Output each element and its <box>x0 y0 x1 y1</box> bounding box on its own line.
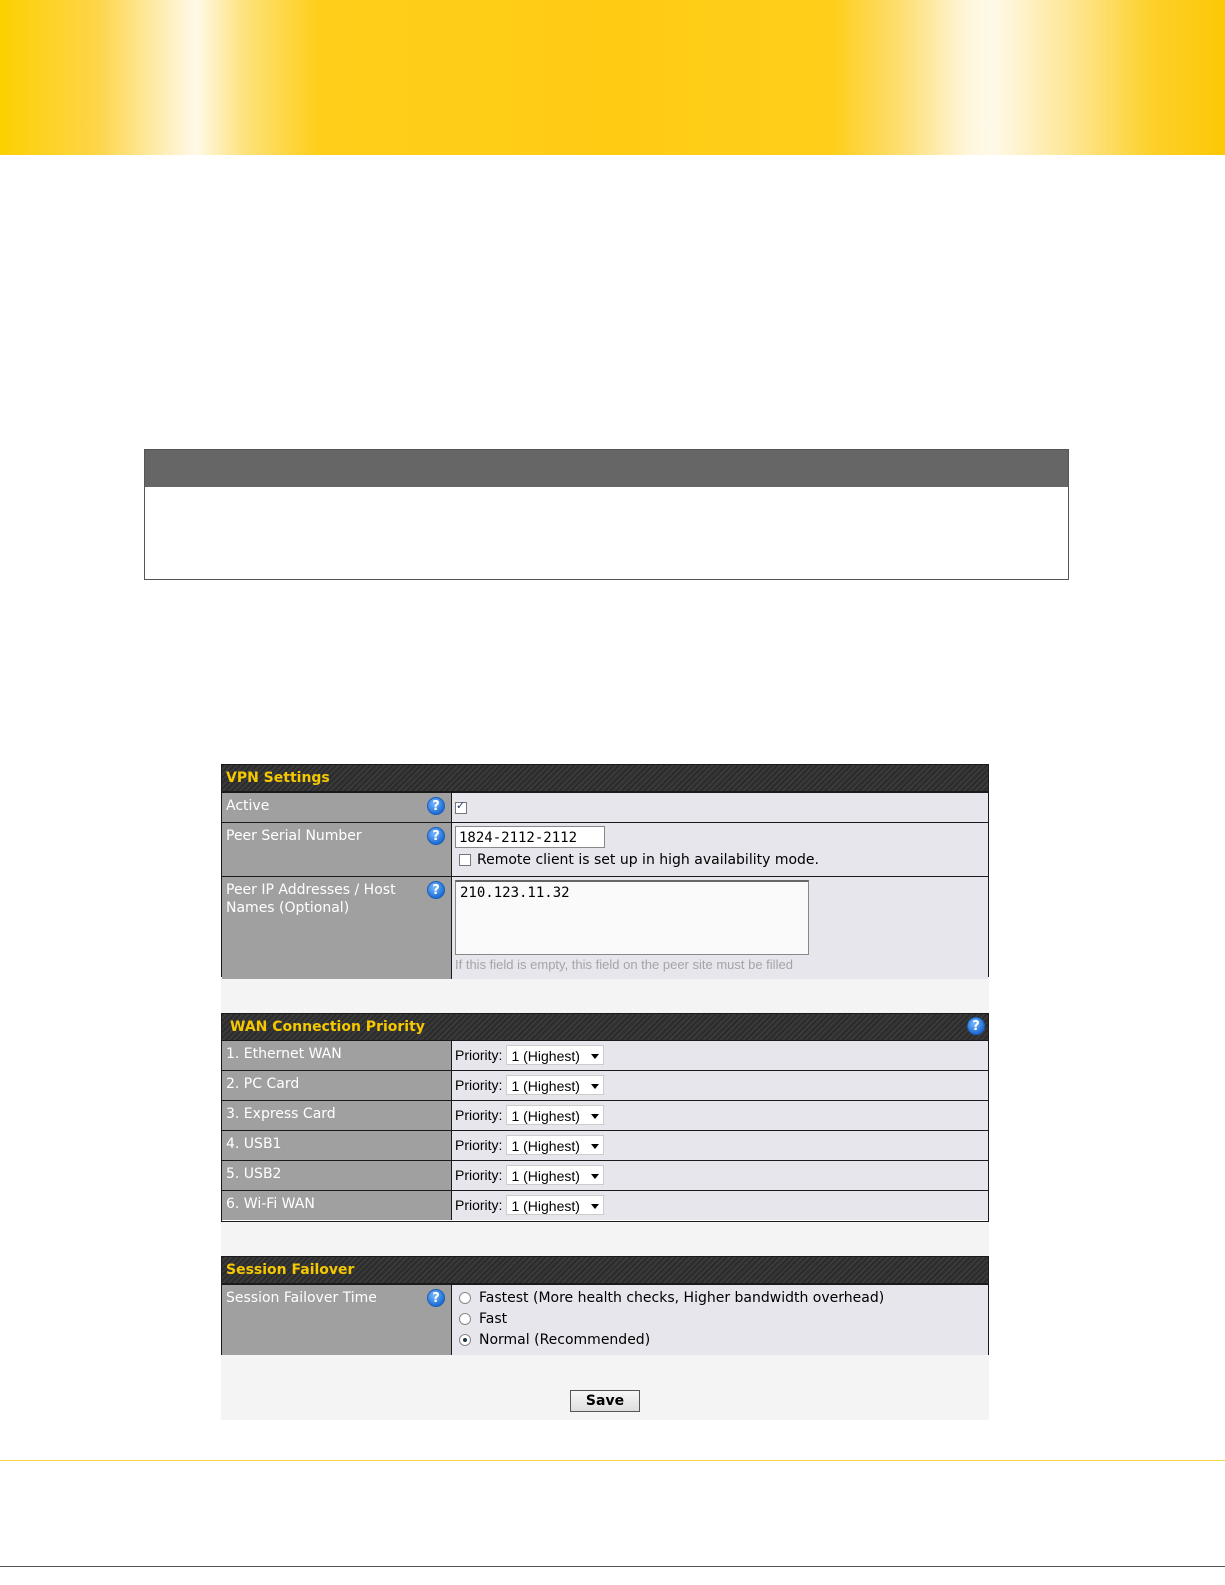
peer-serial-label <box>222 823 452 876</box>
wan-priority-row <box>222 1041 988 1070</box>
peer-ip-row <box>222 876 988 979</box>
priority-select-value: 1 (Highest) <box>511 1108 580 1124</box>
wan-priority-value <box>452 1191 988 1220</box>
wan-priority-value <box>452 1071 988 1100</box>
ha-mode-label: Remote client is set up in high availability mode. <box>477 852 819 868</box>
radio-normal-label: Normal (Recommended) <box>479 1332 651 1348</box>
priority-label: Priority: <box>455 1047 503 1063</box>
priority-label: Priority: <box>455 1077 503 1093</box>
wan-priority-row <box>222 1160 988 1190</box>
wan-priority-title: WAN Connection Priority <box>230 1019 425 1035</box>
priority-select[interactable] <box>506 1165 604 1185</box>
help-icon[interactable]: ? <box>427 881 445 899</box>
wan-name: 5. USB2 <box>222 1161 452 1190</box>
priority-select[interactable] <box>506 1195 604 1215</box>
wan-name: 4. USB1 <box>222 1131 452 1160</box>
wan-priority-section <box>221 1013 989 1222</box>
priority-select-value: 1 (Highest) <box>511 1138 580 1154</box>
peer-ip-textarea[interactable]: 210.123.11.32 <box>455 880 809 955</box>
active-label <box>222 793 452 822</box>
failover-option[interactable] <box>455 1330 985 1351</box>
page-bottom-rule <box>0 1566 1225 1567</box>
chevron-down-icon <box>591 1204 599 1209</box>
wan-name: 2. PC Card <box>222 1071 452 1100</box>
peer-serial-input[interactable]: 1824-2112-2112 <box>455 826 605 848</box>
settings-screenshot <box>221 764 989 1420</box>
peer-serial-label-text: Peer Serial Number <box>226 828 362 844</box>
top-banner <box>0 0 1225 155</box>
wan-name: 6. Wi-Fi WAN <box>222 1191 452 1220</box>
radio-fastest-label: Fastest (More health checks, Higher bandwidth overhead) <box>479 1290 885 1306</box>
priority-select-value: 1 (Highest) <box>511 1078 580 1094</box>
session-failover-section <box>221 1256 989 1355</box>
priority-select[interactable] <box>506 1135 604 1155</box>
active-row <box>222 792 988 822</box>
active-label-text: Active <box>226 798 270 814</box>
priority-select[interactable] <box>506 1105 604 1125</box>
peer-ip-label <box>222 877 452 979</box>
wan-priority-row <box>222 1190 988 1220</box>
wan-priority-row <box>222 1070 988 1100</box>
help-icon[interactable]: ? <box>427 1289 445 1307</box>
peer-ip-hint: If this field is empty, this field on the peer site must be filled <box>455 957 793 972</box>
peer-serial-row <box>222 822 988 876</box>
priority-select[interactable] <box>506 1075 604 1095</box>
session-failover-title: Session Failover <box>222 1257 988 1284</box>
save-button[interactable]: Save <box>570 1390 640 1412</box>
priority-label: Priority: <box>455 1197 503 1213</box>
priority-select-value: 1 (Highest) <box>511 1168 580 1184</box>
wan-priority-rows <box>222 1041 988 1220</box>
wan-priority-row <box>222 1130 988 1160</box>
radio-fast-label: Fast <box>479 1311 508 1327</box>
failover-time-options <box>452 1285 988 1355</box>
radio-fast[interactable] <box>459 1313 471 1325</box>
help-icon[interactable]: ? <box>427 797 445 815</box>
priority-label: Priority: <box>455 1137 503 1153</box>
wan-priority-row <box>222 1100 988 1130</box>
chevron-down-icon <box>591 1114 599 1119</box>
failover-option[interactable] <box>455 1288 985 1309</box>
peer-ip-value <box>452 877 988 979</box>
note-box-header <box>145 450 1068 487</box>
wan-priority-value <box>452 1161 988 1190</box>
priority-label: Priority: <box>455 1167 503 1183</box>
priority-label: Priority: <box>455 1107 503 1123</box>
chevron-down-icon <box>591 1054 599 1059</box>
priority-select-value: 1 (Highest) <box>511 1048 580 1064</box>
radio-normal[interactable] <box>459 1334 471 1346</box>
chevron-down-icon <box>591 1084 599 1089</box>
failover-option[interactable] <box>455 1309 985 1330</box>
priority-select-value: 1 (Highest) <box>511 1198 580 1214</box>
help-icon[interactable]: ? <box>427 827 445 845</box>
vpn-settings-title: VPN Settings <box>222 765 988 792</box>
peer-ip-label-text: Peer IP Addresses / Host Names (Optional) <box>226 882 396 916</box>
active-checkbox[interactable] <box>455 802 467 814</box>
wan-priority-value <box>452 1131 988 1160</box>
priority-select[interactable] <box>506 1045 604 1065</box>
chevron-down-icon <box>591 1144 599 1149</box>
ha-mode-checkbox[interactable] <box>459 854 471 866</box>
note-box <box>144 449 1069 580</box>
footer-divider <box>0 1460 1225 1461</box>
failover-time-row <box>222 1284 988 1355</box>
wan-priority-value <box>452 1041 988 1070</box>
wan-name: 1. Ethernet WAN <box>222 1041 452 1070</box>
peer-serial-value <box>452 823 988 876</box>
wan-priority-header <box>222 1014 988 1041</box>
vpn-settings-section <box>221 764 989 977</box>
wan-name: 3. Express Card <box>222 1101 452 1130</box>
failover-time-label <box>222 1285 452 1355</box>
wan-priority-value <box>452 1101 988 1130</box>
chevron-down-icon <box>591 1174 599 1179</box>
radio-fastest[interactable] <box>459 1292 471 1304</box>
failover-time-label-text: Session Failover Time <box>226 1290 377 1306</box>
help-icon[interactable]: ? <box>967 1017 985 1035</box>
active-value <box>452 793 988 822</box>
